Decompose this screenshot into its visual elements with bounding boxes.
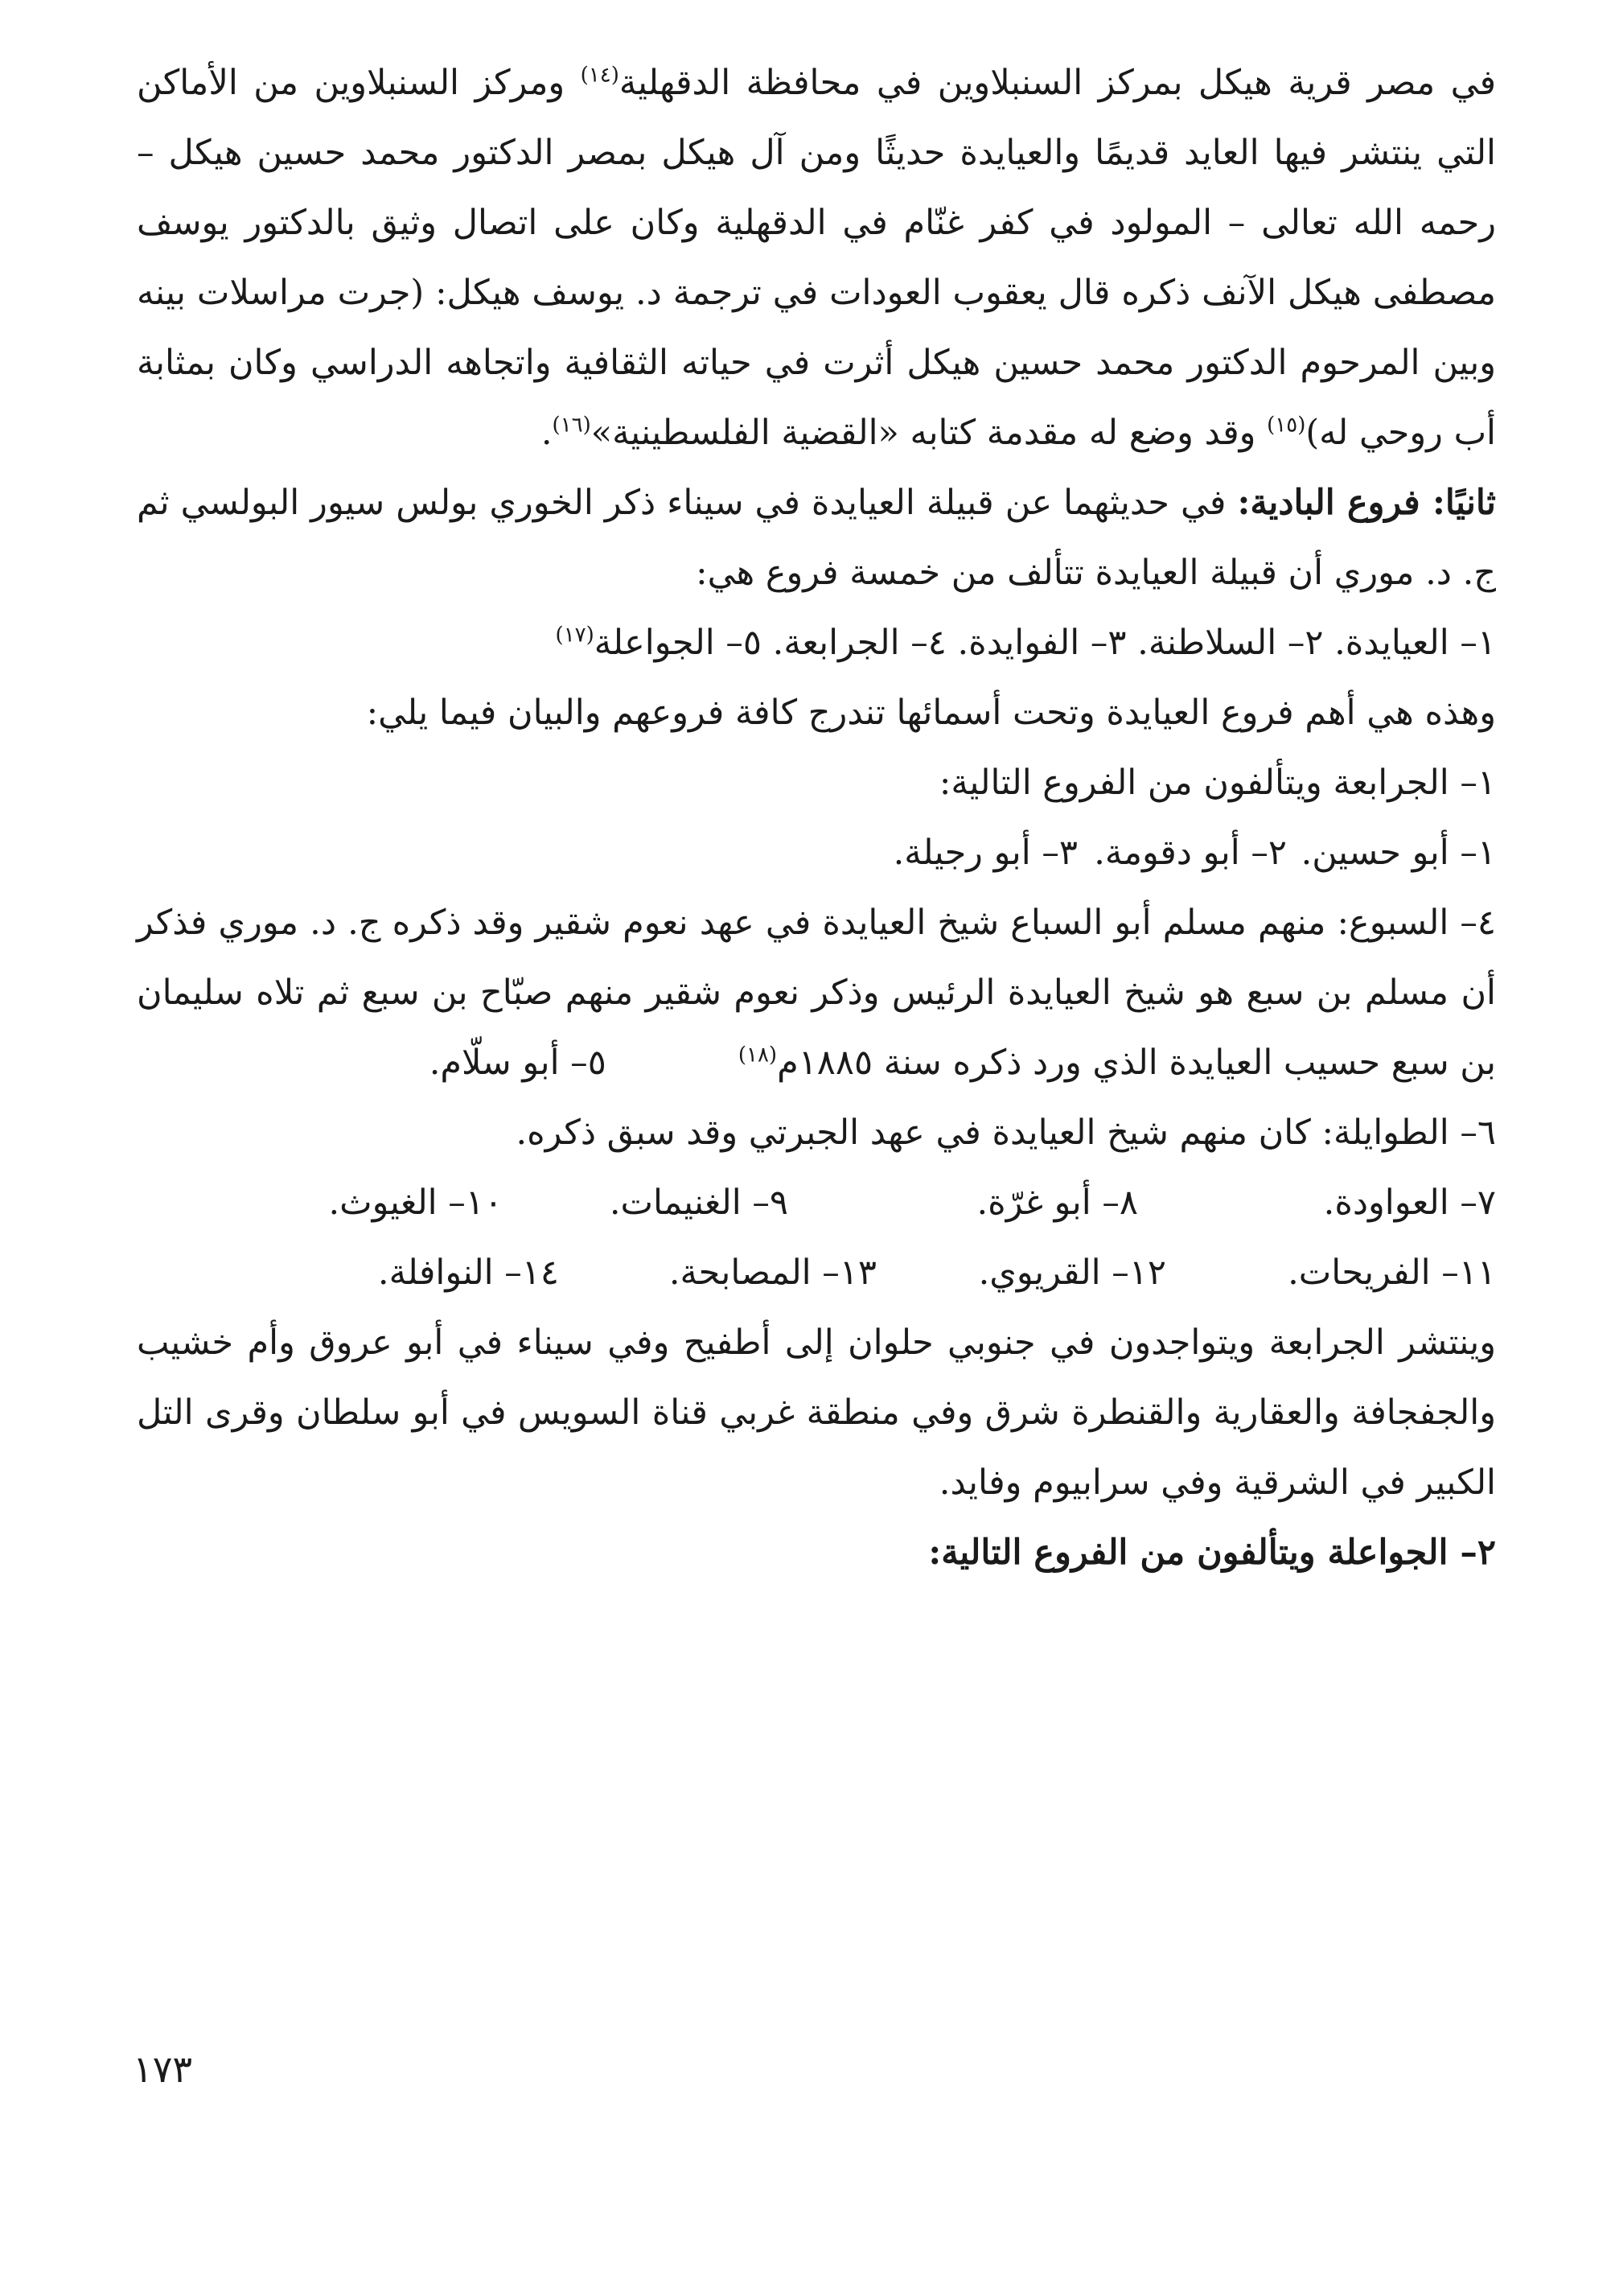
paragraph-branches [137,468,1496,608]
paragraph-tawayla: ٦– الطوايلة: كان منهم شيخ العيايدة في عهد الجبرتي وقد سبق ذكره. [516,1113,1496,1153]
footnote-ref-18[interactable]: (١٨) [738,1043,778,1068]
subheading-jawaala: ٢– الجواعلة ويتألفون من الفروع التالية: [928,1533,1496,1573]
paragraph-text: . [540,413,553,453]
list-item: ٥– أبو سلّام. [429,1043,606,1083]
subbranch-row-3 [137,1238,1496,1308]
list-item: ١٢– القريوي. [978,1253,1166,1293]
list-text: ١– العيايدة. ٢– السلاطنة. ٣– الفوايدة. ٤– الجرابعة. ٥– الجواعلة [594,623,1496,663]
paragraph-text: في حديثهما عن قبيلة العيايدة في سيناء ذكر الخوري بولس سيور البولسي ثم ج. د. موري أن قبيلة العيايدة تتألف من خمسة فروع هي: [137,483,1496,593]
list-item: ٨– أبو غرّة. [976,1183,1138,1223]
list-item: ١٤– النوافلة. [377,1253,559,1293]
paragraph-sabou [137,888,1496,1098]
page-number: ١٧٣ [133,2047,193,2091]
subbranch-row-2 [137,1168,1496,1238]
page-body [137,48,1496,1588]
list-item: ١٠– الغيوث. [328,1183,503,1223]
paragraph-heikal [137,48,1496,468]
subheading-jarabiaa: ١– الجرابعة ويتألفون من الفروع التالية: [939,763,1496,803]
list-item: ١٣– المصابحة. [668,1253,877,1293]
list-item: ١١– الفريحات. [1288,1253,1496,1293]
paragraph-subbranches-intro: وهذه هي أهم فروع العيايدة وتحت أسمائها تندرج كافة فروعهم والبيان فيما يلي: [366,693,1496,733]
list-item: ١– أبو حسين. [1301,833,1496,873]
section-heading-branches: ثانيًا: فروع البادية: [1237,483,1496,523]
paragraph-distribution: وينتشر الجرابعة ويتواجدون في جنوبي حلوان إلى أطفيح وفي سيناء في أبو عروق وأم خشيب والجفجافة والعقارية والقنطرة شرق وفي منطقة غربي قناة السويس في أبو سلطان وقرى التل الكبير في الشرقية وفي سرابيوم وفايد. [137,1323,1496,1503]
five-branches-list [137,608,1496,678]
paragraph-text: ومركز السنبلاوين من الأماكن التي ينتشر فيها العايد قديمًا والعيايدة حديثًا ومن آل هيكل بمصر الدكتور محمد حسين هيكل – رحمه الله تعالى – المولود في كفر غنّام في الدقهلية وكان على اتصال وثيق بالدكتور يوسف مصطفى هيكل الآنف ذكره قال يعقوب العودات في ترجمة د. يوسف هيكل: (جرت مراسلات بينه وبين المرحوم الدكتور محمد حسين هيكل أثرت في حياته الثقافية واتجاهه الدراسي وكان بمثابة أب روحي له) [137,63,1496,453]
list-item: ٧– العواودة. [1323,1183,1496,1223]
footnote-ref-16[interactable]: (١٦) [552,413,591,438]
paragraph-text: وقد وضع له مقدمة كتابه «القضية الفلسطينية» [590,413,1256,453]
footnote-ref-15[interactable]: (١٥) [1267,413,1306,438]
paragraph-text: في مصر قرية هيكل بمركز السنبلاوين في محافظة الدقهلية [618,63,1496,103]
list-item: ٣– أبو رجيلة. [893,833,1078,873]
paragraph-text: ٤– السبوع: منهم مسلم أبو السباع شيخ العيايدة في عهد نعوم شقير وقد ذكره ج. د. موري فذكر أن مسلم بن سبع هو شيخ العيايدة الرئيس وذكر نعوم شقير منهم صبّاح بن سبع ثم تلاه سليمان بن سبع حسيب العيايدة الذي ورد ذكره سنة ١٨٨٥م [137,903,1496,1083]
list-item: ٢– أبو دقومة. [1094,833,1287,873]
subbranch-row-1 [137,818,1496,888]
footnote-ref-17[interactable]: (١٧) [555,623,594,648]
footnote-ref-14[interactable]: (١٤) [580,63,619,88]
list-item: ٩– الغنيمات. [609,1183,788,1223]
